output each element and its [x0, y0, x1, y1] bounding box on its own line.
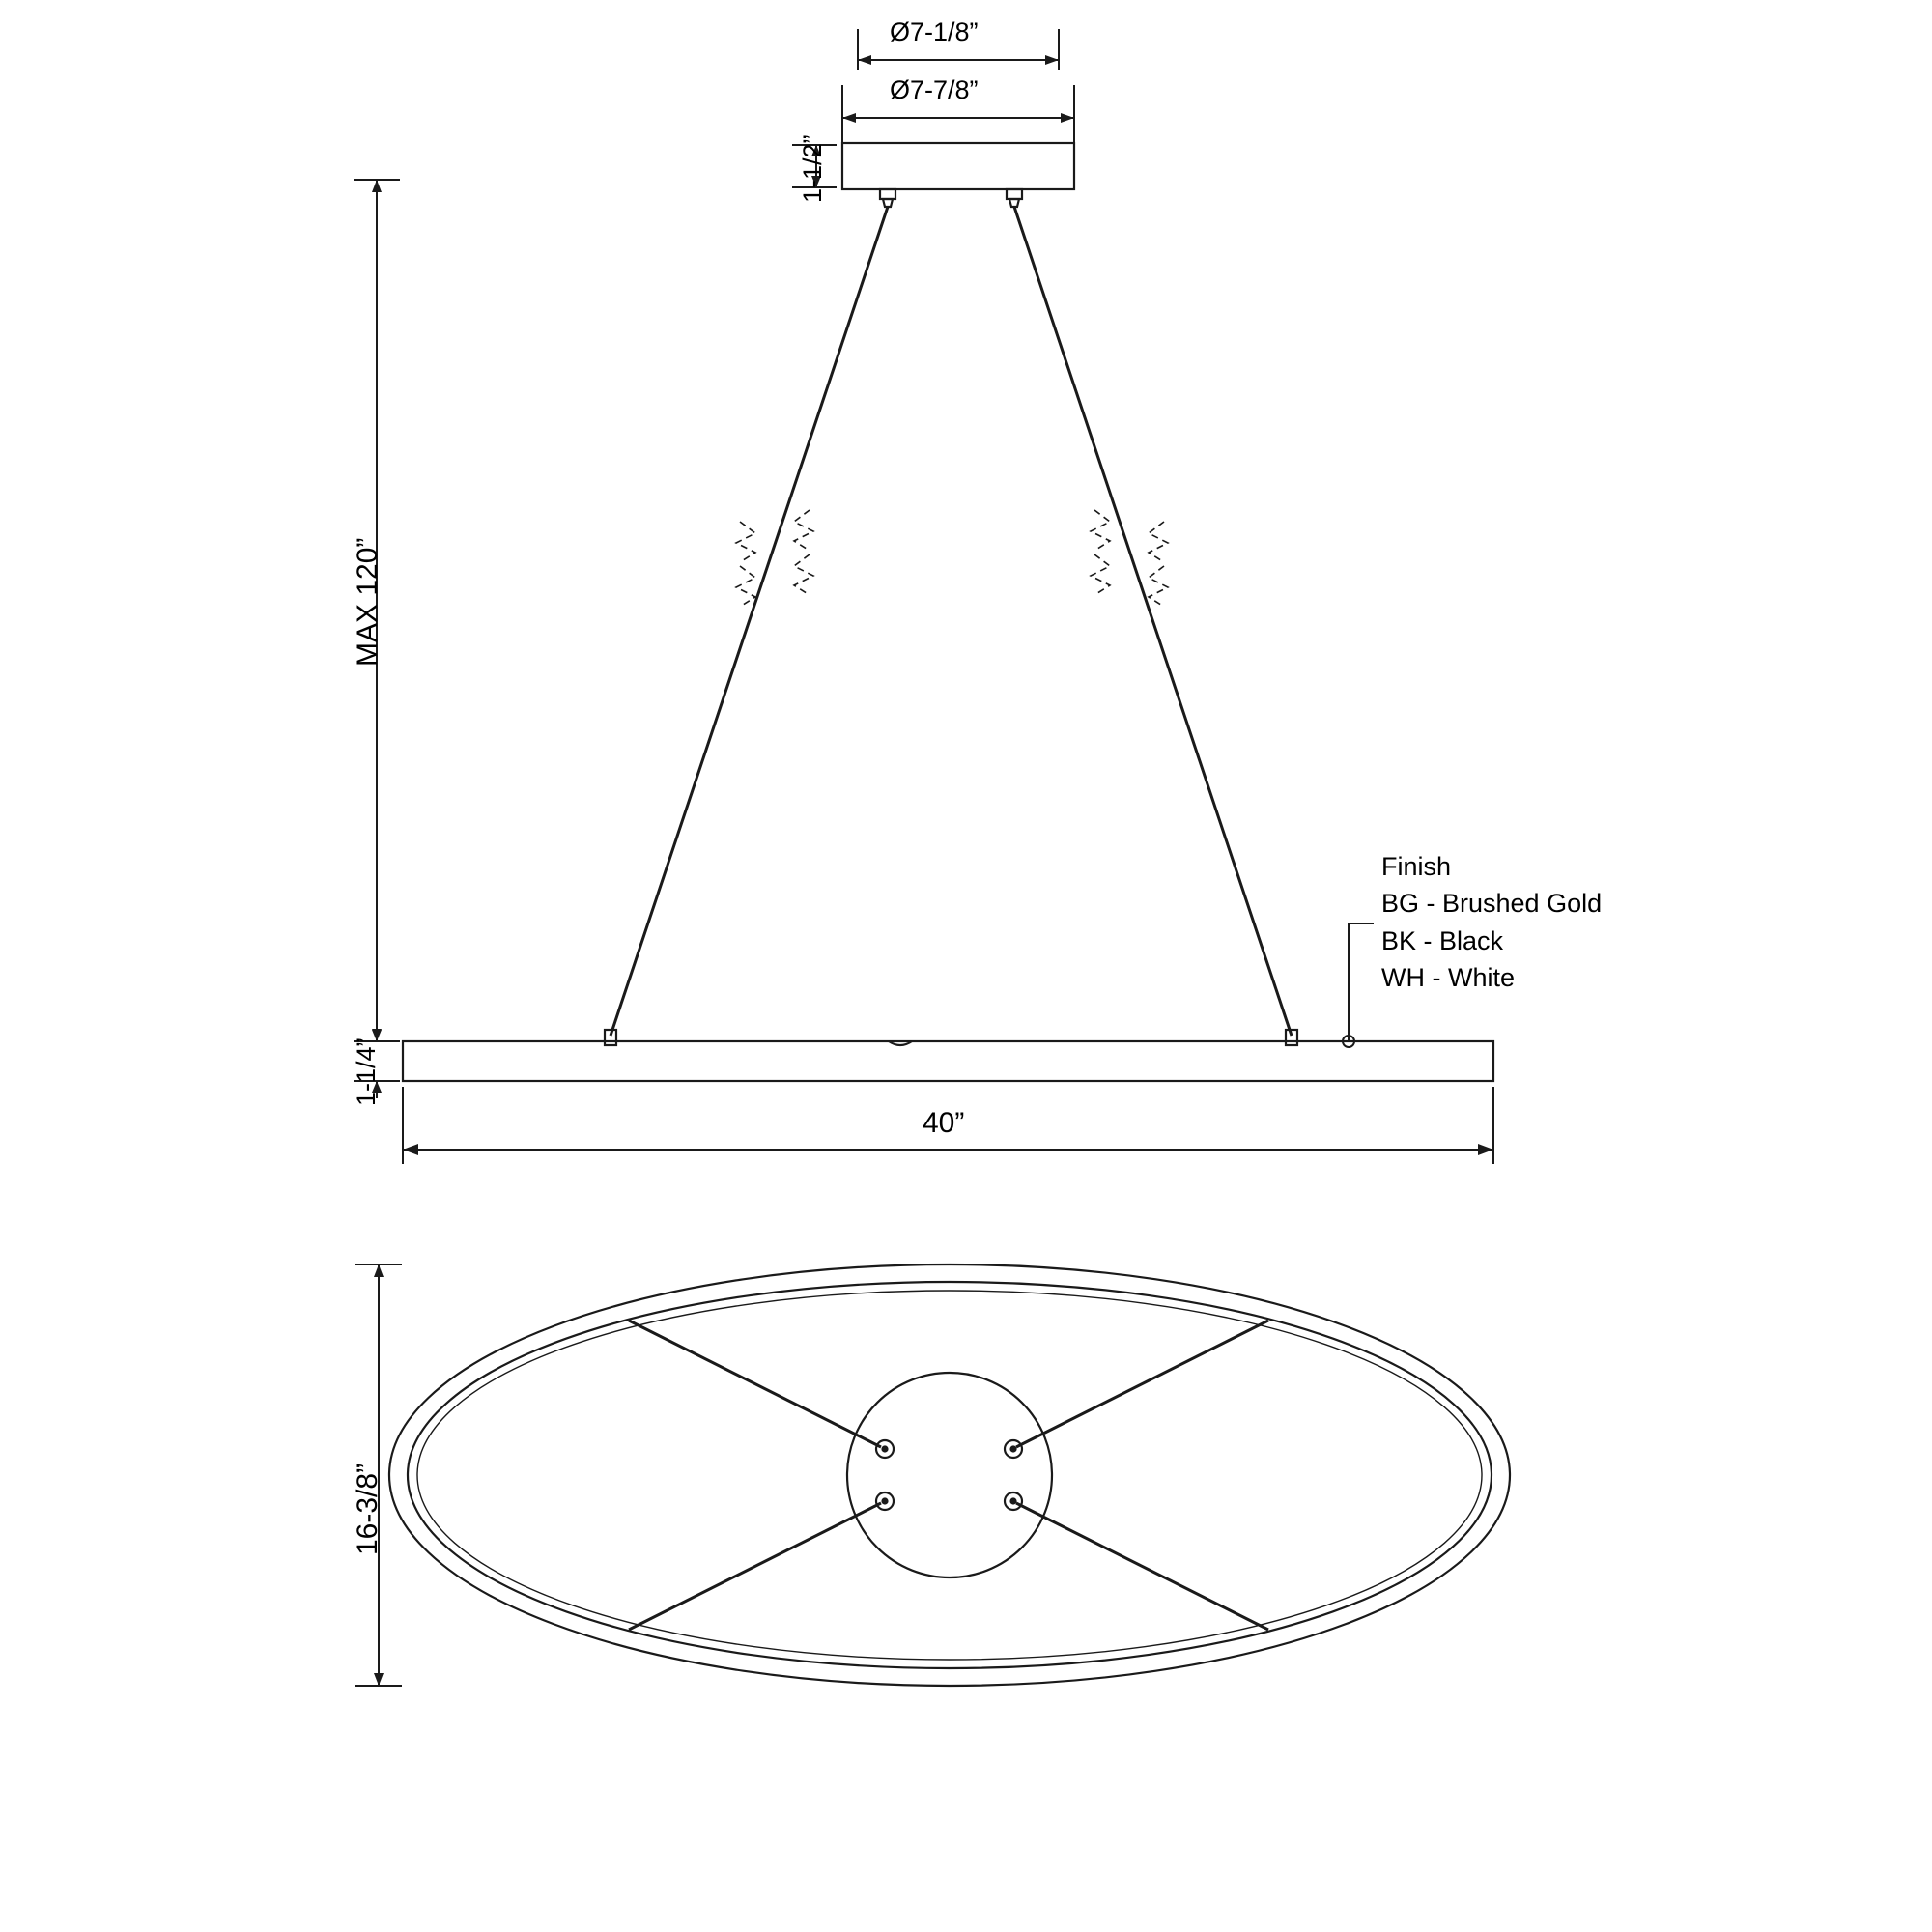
label-fixture-width: 40”: [923, 1107, 965, 1139]
plan-cable-upper-right: [1016, 1321, 1268, 1447]
canopy-body: [842, 143, 1074, 189]
finish-option-bk: BK - Black: [1381, 925, 1504, 955]
finish-leader: [1343, 923, 1374, 1047]
plan-canopy-circle: [847, 1373, 1052, 1577]
fixture-elevation-body: [403, 1041, 1493, 1081]
cable-mount-left: [880, 189, 895, 207]
plan-oval-outer: [389, 1264, 1510, 1686]
plan-cable-lower-left: [629, 1503, 881, 1630]
label-canopy-outer-dia: Ø7-7/8”: [890, 75, 979, 104]
label-max-drop: MAX 120”: [352, 537, 384, 667]
label-fixture-depth: 16-3/8”: [352, 1463, 384, 1555]
label-canopy-inner-dia: Ø7-1/8”: [890, 17, 979, 46]
cable-break-left: [736, 510, 813, 607]
plan-anchor-lower-left: [876, 1492, 894, 1510]
label-fixture-thickness: 1-1/4”: [352, 1037, 381, 1106]
plan-anchor-upper-left: [876, 1440, 894, 1458]
finish-callout: [1381, 848, 1602, 996]
plan-oval-inner2: [417, 1291, 1482, 1660]
plan-cable-upper-left: [629, 1321, 881, 1447]
suspension-cable-left: [611, 207, 888, 1036]
finish-option-wh: WH - White: [1381, 962, 1515, 992]
finish-heading: Finish: [1381, 852, 1452, 881]
plan-cable-lower-right: [1016, 1503, 1268, 1630]
cable-mount-right: [1007, 189, 1022, 207]
cable-break-right: [1091, 510, 1168, 607]
suspension-cable-right: [1014, 207, 1292, 1036]
finish-option-bg: BG - Brushed Gold: [1381, 889, 1603, 919]
label-canopy-height: 1-1/2”: [798, 134, 827, 203]
plan-oval-inner: [408, 1282, 1492, 1668]
plan-anchor-lower-right: [1005, 1492, 1022, 1510]
plan-anchor-upper-right: [1005, 1440, 1022, 1458]
